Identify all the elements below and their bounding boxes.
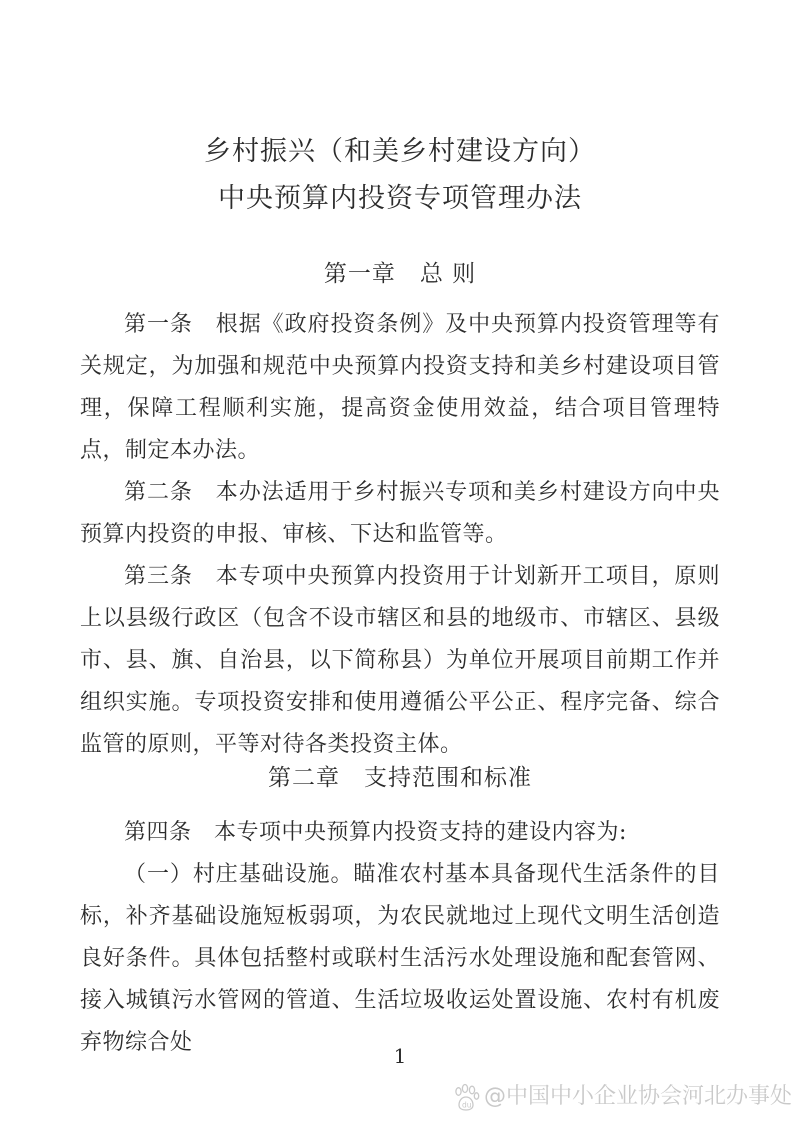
page-number: 1 <box>393 1044 407 1068</box>
paragraph-article-2: 第二条 本办法适用于乡村振兴专项和美乡村建设方向中央预算内投资的申报、审核、下达和监管等。 <box>80 480 720 547</box>
document-title <box>0 128 800 222</box>
baidu-paw-icon <box>451 1082 481 1112</box>
document-title-line2: 中央预算内投资专项管理办法 <box>218 183 582 214</box>
watermark-text: @中国中小企业协会河北办事处 <box>483 1084 792 1109</box>
svg-text:du: du <box>461 1100 472 1110</box>
chapter2-body <box>80 812 720 1064</box>
watermark <box>451 1082 792 1112</box>
chapter1-heading: 第一章 总 则 <box>323 261 477 287</box>
document-title-line1: 乡村振兴（和美乡村建设方向） <box>204 136 596 167</box>
paragraph-article-3: 第三条 本专项中央预算内投资用于计划新开工项目，原则上以县级行政区（包含不设市辖区和县的地级市、市辖区、县级市、县、旗、自治县，以下简称县）为单位开展项目前期工作并组织实施。专项投资安排和使用遵循公平公正、程序完备、综合监管的原则，平等对待各类投资主体。 <box>80 564 720 757</box>
chapter2-heading: 第二章 支持范围和标准 <box>268 765 532 791</box>
paragraph-article-1: 第一条 根据《政府投资条例》及中央预算内投资管理等有关规定，为加强和规范中央预算内投资支持和美乡村建设项目管理，保障工程顺利实施，提高资金使用效益，结合项目管理特点，制定本办法。 <box>80 312 720 463</box>
paragraph-article-4: 第四条 本专项中央预算内投资支持的建设内容为: <box>124 820 627 845</box>
paragraph-item-1: （一）村庄基础设施。瞄准农村基本具备现代生活条件的目标，补齐基础设施短板弱项，为农民就地过上现代文明生活创造良好条件。具体包括整村或联村生活污水处理设施和配套管网、接入城镇污水管网的管道、生活垃圾收运处置设施、农村有机废弃物综合处 <box>80 862 720 1055</box>
chapter1-body <box>80 304 720 766</box>
